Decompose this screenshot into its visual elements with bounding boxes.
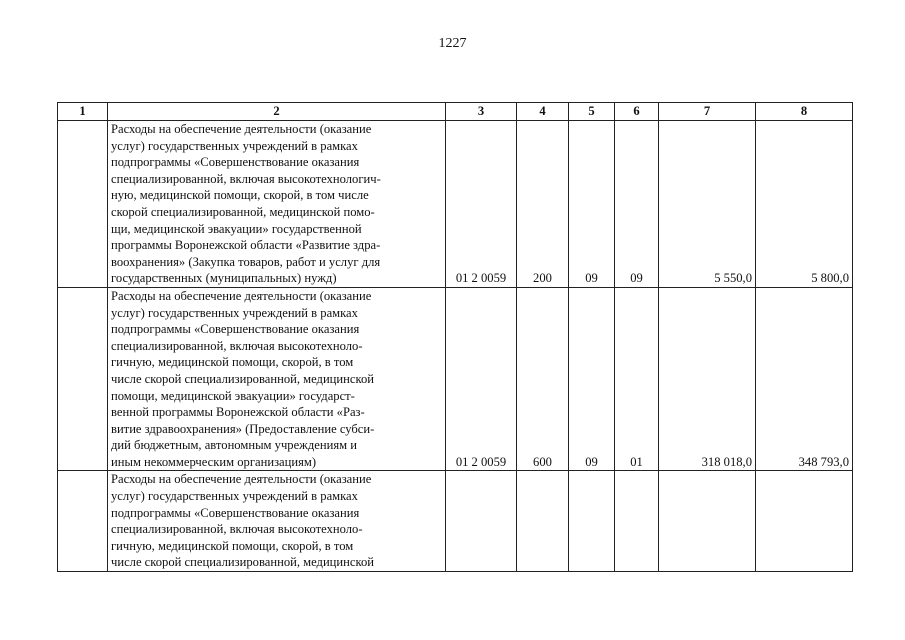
description-line: услуг) государственных учреждений в рамках	[111, 489, 358, 504]
description-line: Расходы на обеспечение деятельности (оказание	[111, 122, 372, 136]
row-number-cell	[58, 287, 108, 471]
row-description	[108, 121, 446, 288]
header-cell-4: 4	[517, 103, 569, 121]
description-line: Расходы на обеспечение деятельности (оказание	[111, 288, 372, 303]
description-line: дий бюджетным, автономным учреждениям и	[111, 438, 358, 453]
row-description	[108, 287, 446, 471]
amount-year-2: 5 800,0	[756, 121, 853, 288]
subsection-code	[615, 471, 659, 572]
header-cell-5: 5	[569, 103, 615, 121]
row-description	[108, 471, 446, 572]
header-cell-7: 7	[659, 103, 756, 121]
amount-year-1	[659, 471, 756, 572]
expense-type-code: 200	[517, 121, 569, 288]
description-line: специализированной, включая высокотехнологич-	[111, 171, 381, 186]
header-cell-2: 2	[108, 103, 446, 121]
budget-table	[57, 102, 853, 572]
header-cell-1: 1	[58, 103, 108, 121]
description-line: венной программы Воронежской области «Раз-	[111, 405, 365, 420]
description-line: подпрограммы «Совершенствование оказания	[111, 322, 360, 337]
header-cell-8: 8	[756, 103, 853, 121]
description-line: иным некоммерческим организациям)	[111, 454, 317, 469]
row-number-cell	[58, 471, 108, 572]
description-line: щи, медицинской эвакуации» государственной	[111, 221, 362, 236]
header-cell-3: 3	[446, 103, 517, 121]
page-number: 1227	[438, 36, 467, 51]
subsection-code: 09	[615, 121, 659, 288]
amount-year-1: 5 550,0	[659, 121, 756, 288]
table-header-row	[58, 103, 853, 121]
expense-type-code	[517, 471, 569, 572]
table-row	[58, 121, 853, 288]
description-line: гичную, медицинской помощи, скорой, в том	[111, 355, 354, 370]
table-row	[58, 287, 853, 471]
amount-year-2	[756, 471, 853, 572]
description-line: воохранения» (Закупка товаров, работ и услуг для	[111, 254, 381, 269]
description-line: ную, медицинской помощи, скорой, в том числе	[111, 188, 369, 203]
description-line: подпрограммы «Совершенствование оказания	[111, 505, 360, 520]
description-line: Расходы на обеспечение деятельности (оказание	[111, 472, 372, 487]
header-cell-6: 6	[615, 103, 659, 121]
description-line: специализированной, включая высокотехноло-	[111, 522, 363, 537]
description-line: витие здравоохранения» (Предоставление субси-	[111, 421, 375, 436]
description-line: услуг) государственных учреждений в рамках	[111, 138, 358, 153]
target-article-code	[446, 471, 517, 572]
description-line: услуг) государственных учреждений в рамках	[111, 305, 358, 320]
row-number-cell	[58, 121, 108, 288]
description-line: гичную, медицинской помощи, скорой, в том	[111, 538, 354, 553]
expense-type-code: 600	[517, 287, 569, 471]
description-line: числе скорой специализированной, медицинской	[111, 371, 375, 386]
section-code	[569, 471, 615, 572]
description-line: помощи, медицинской эвакуации» государст-	[111, 388, 355, 403]
table-row	[58, 471, 853, 572]
amount-year-1: 318 018,0	[659, 287, 756, 471]
section-code: 09	[569, 121, 615, 288]
amount-year-2: 348 793,0	[756, 287, 853, 471]
description-line: специализированной, включая высокотехноло-	[111, 338, 363, 353]
section-code: 09	[569, 287, 615, 471]
target-article-code: 01 2 0059	[446, 287, 517, 471]
description-line: скорой специализированной, медицинской помо-	[111, 204, 375, 219]
description-line: подпрограммы «Совершенствование оказания	[111, 155, 360, 170]
description-line: числе скорой специализированной, медицинской	[111, 555, 375, 570]
subsection-code: 01	[615, 287, 659, 471]
description-line: программы Воронежской области «Развитие здра-	[111, 238, 381, 253]
target-article-code: 01 2 0059	[446, 121, 517, 288]
description-line: государственных (муниципальных) нужд)	[111, 271, 337, 286]
